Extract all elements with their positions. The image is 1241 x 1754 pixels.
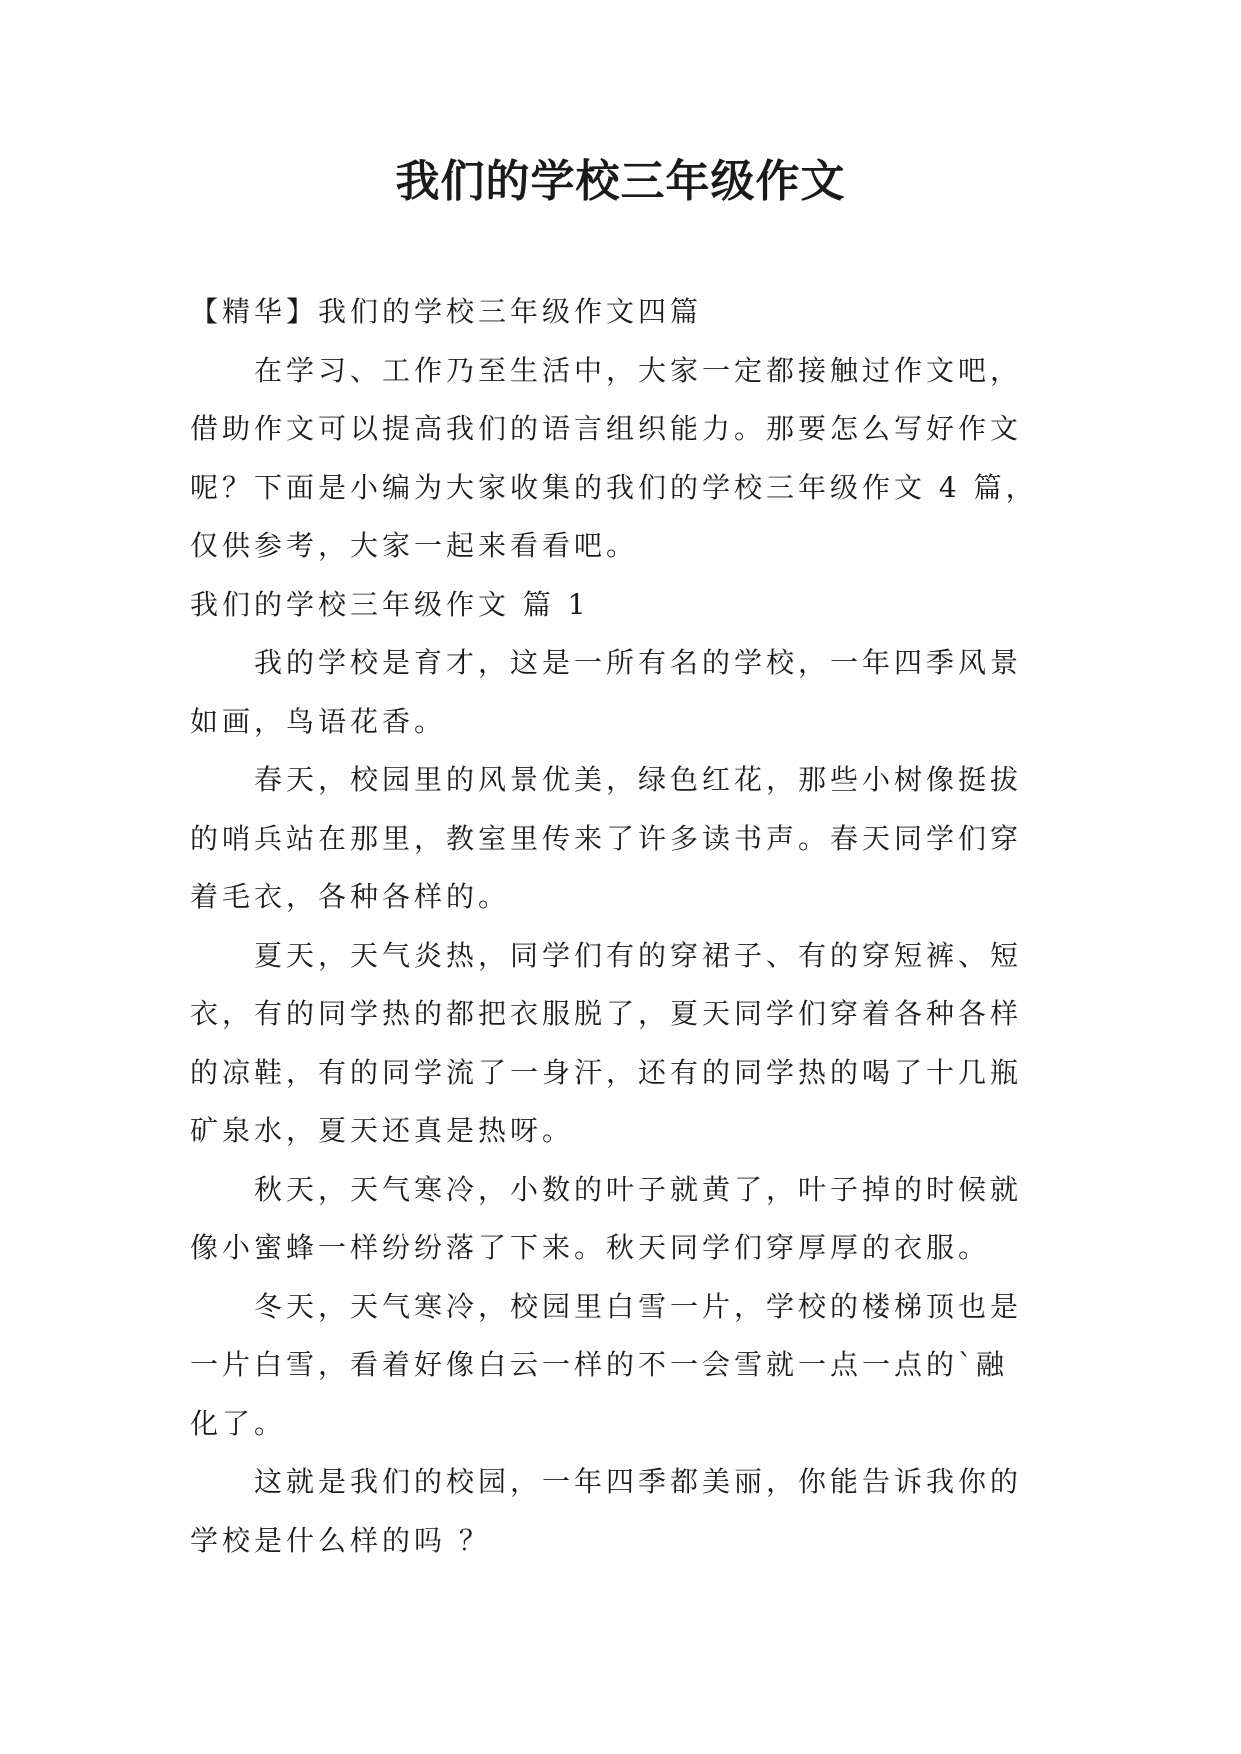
text-line: 夏天，天气炎热，同学们有的穿裙子、有的穿短裤、短 bbox=[254, 938, 1023, 972]
text-line: 仅供参考，大家一起来看看吧。 bbox=[190, 529, 639, 562]
text-line: 的哨兵站在那里，教室里传来了许多读书声。春天同学们穿 bbox=[190, 821, 1023, 855]
text-line: 化了。 bbox=[190, 1406, 287, 1440]
text-line: 冬天，天气寒冷，校园里白雪一片，学校的楼梯顶也是 bbox=[254, 1289, 1023, 1323]
text-line: 学校是什么样的吗 ？ bbox=[190, 1523, 491, 1557]
section-heading: 我们的学校三年级作文 篇 1 bbox=[190, 587, 590, 621]
text-line: 矿泉水，夏天还真是热呀。 bbox=[190, 1114, 575, 1147]
text-line: 的凉鞋，有的同学流了一身汗，还有的同学热的喝了十几瓶 bbox=[190, 1055, 1023, 1089]
document-title: 我们的学校三年级作文 bbox=[395, 156, 846, 207]
text-line: 借助作文可以提高我们的语言组织能力。那要怎么写好作文 bbox=[190, 412, 1023, 445]
document-body bbox=[190, 283, 1062, 1570]
text-line: 【精华】我们的学校三年级作文四篇 bbox=[190, 295, 703, 328]
text-line: 如画，鸟语花香。 bbox=[190, 704, 447, 738]
text-line: 衣，有的同学热的都把衣服脱了，夏天同学们穿着各种各样 bbox=[190, 997, 1023, 1030]
text-line: 我的学校是育才，这是一所有名的学校，一年四季风景 bbox=[254, 646, 1023, 679]
text-line: 呢？下面是小编为大家收集的我们的学校三年级作文 4 篇， bbox=[190, 470, 1038, 504]
text-line: 一片白雪，看着好像白云一样的不一会雪就一点一点的`融 bbox=[190, 1348, 1009, 1381]
text-line: 像小蜜蜂一样纷纷落了下来。秋天同学们穿厚厚的衣服。 bbox=[190, 1231, 991, 1264]
text-line: 秋天，天气寒冷，小数的叶子就黄了，叶子掉的时候就 bbox=[254, 1172, 1023, 1206]
text-line: 春天，校园里的风景优美，绿色红花，那些小树像挺拔 bbox=[254, 763, 1023, 796]
text-line: 在学习、工作乃至生活中，大家一定都接触过作文吧， bbox=[254, 353, 1023, 387]
text-line: 着毛衣，各种各样的。 bbox=[190, 880, 511, 913]
text-line: 这就是我们的校园，一年四季都美丽，你能告诉我你的 bbox=[254, 1465, 1023, 1498]
